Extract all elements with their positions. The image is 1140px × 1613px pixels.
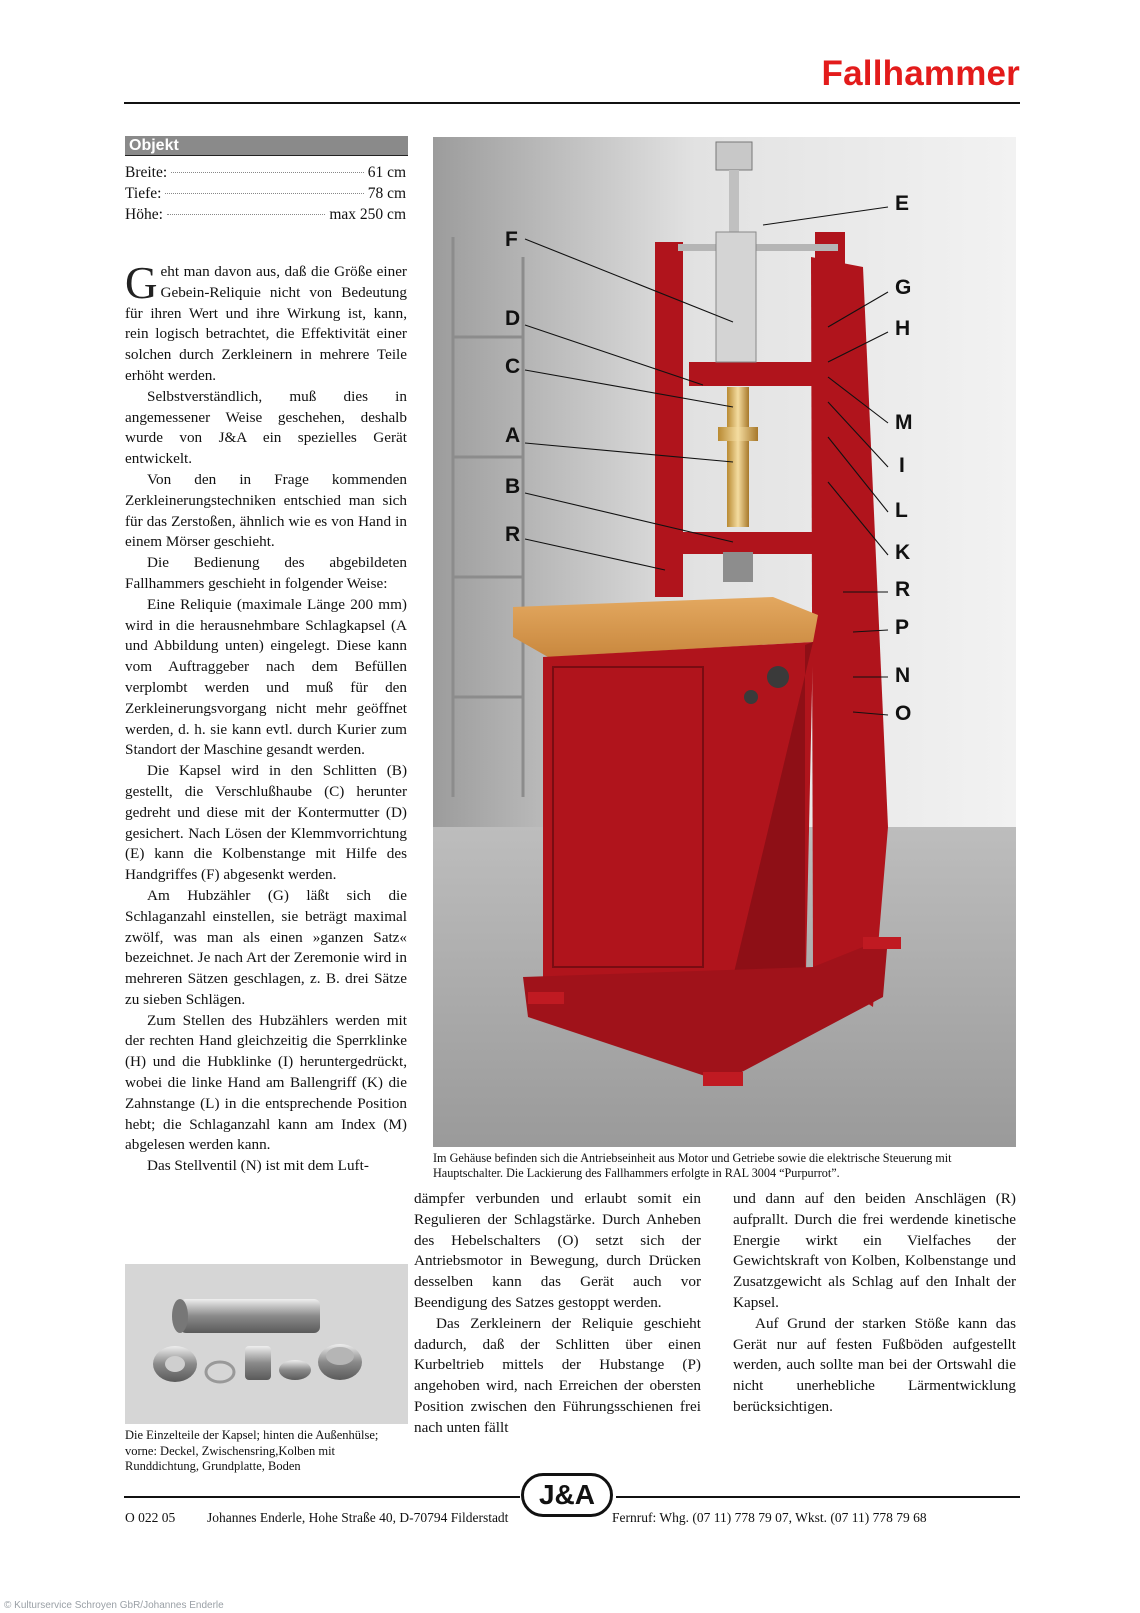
paragraph: dämpfer verbunden und erlaubt somit ein Regulieren der Schlagstärke. Durch Anheben des Hebelschalters (O) setzt sich der Antriebsmotor in Bewegung, durch Drücken desselben kann das Gerät auch vor Beendigung des Satzes gestoppt werden. xyxy=(414,1190,701,1311)
paragraph: Eine Reliquie (maximale Länge 200 mm) wird in die herausnehmbare Schlagkapsel (A und Abbildung unten) eingelegt. Diese kann vom Auftraggeber nach dem Befüllen verplombt werden und muß für den Zerkleinerungsvorgang nicht mehr geöffnet werden, d. h. sie kann evtl. durch Kurier zum Standort der Maschine gesandt werden. xyxy=(125,595,407,759)
base-plate xyxy=(279,1360,311,1380)
foot xyxy=(528,992,564,1004)
sled xyxy=(723,552,753,582)
figure-label-m: M xyxy=(895,411,913,434)
text-column-3 xyxy=(733,1189,1016,1418)
object-heading: Objekt xyxy=(125,136,408,155)
paragraph: Auf Grund der starken Stöße kann das Gerät nur auf festen Fußböden aufgestellt werden, auch sollte man bei der Ortswahl die nicht unerhebliche Lärmentwicklung berücksichtigen. xyxy=(733,1314,1016,1415)
text-column-2 xyxy=(414,1189,701,1439)
paragraph: Am Hubzähler (G) läßt sich die Schlaganzahl einstellen, sie beträgt maximal zwölf, was man als einen »ganzen Satz« bezeichnet. Je nach Art der Zeremonie wird in mehreren Sätzen geschlagen, z. B. drei Sätze zu sieben Schlägen. xyxy=(125,886,407,1008)
spec-label: Höhe: xyxy=(125,206,163,223)
brass-capsule xyxy=(727,387,749,527)
photo-caption: Im Gehäuse befinden sich die Antriebseinheit aus Motor und Getriebe sowie die elektrische Steuerung mit Hauptschalter. Die Lackierung des Fallhammers erfolgte in RAL 3004 “Purpurrot”. xyxy=(433,1151,952,1180)
figure-label-k: K xyxy=(895,541,911,564)
paragraph: und dann auf den beiden Anschlägen (R) aufprallt. Durch die frei werdende kinetische Energie wirkt ein Vielfaches der Gewichtskraft von Kolben, Kolbenstange und Zusatzgewicht als Schlag auf den Inhalt der Kapsel. xyxy=(733,1190,1016,1311)
spec-dots xyxy=(171,172,364,173)
paragraph: Selbstverständlich, muß dies in angemessener Weise geschehen, deshalb wurde von J&A ein spezielles Gerät entwickelt. xyxy=(125,387,407,468)
figure-label-i: I xyxy=(899,454,905,477)
spec-table xyxy=(125,164,406,227)
figure-label-c: C xyxy=(505,355,521,378)
footer-rule-right xyxy=(616,1496,1020,1498)
capsule-caption: Die Einzelteile der Kapsel; hinten die Außenhülse; vorne: Deckel, Zwischensring,Kolben mit Runddichtung, Grundplatte, Boden xyxy=(125,1428,379,1473)
figure-label-l: L xyxy=(895,499,908,522)
paragraph: Die Kapsel wird in den Schlitten (B) gestellt, die Verschlußhaube (C) herunter gedreht und diese mit der Kontermutter (D) gesichert. Nach Lösen der Klemmvorrichtung (E) kann die Kolbenstange mit Hilfe des Handgriffes (F) abgesenkt werden. xyxy=(125,762,407,884)
paragraph-text: eht man davon aus, daß die Größe einer Gebein-Reliquie nicht von Bedeutung für ihren Wert und ihre Wirkung ist, kann, rein logisch betrachtet, die Effektivität einer solchen durch Zerkleinern in mehrere Teile erhöht werden. xyxy=(125,263,407,384)
figure-label-e: E xyxy=(895,192,910,215)
object-rule xyxy=(125,155,408,156)
figure-label-n: N xyxy=(895,664,911,687)
figure-label-r-left: R xyxy=(505,523,521,546)
foot xyxy=(703,1072,743,1086)
paragraph: Das Stellventil (N) ist mit dem Luft- xyxy=(147,1157,369,1175)
spec-value: 61 cm xyxy=(367,164,406,181)
figure-label-o: O xyxy=(895,702,912,725)
machine-photo xyxy=(433,137,1016,1147)
top-bar xyxy=(678,244,838,251)
figure-label-p: P xyxy=(895,616,910,639)
foot xyxy=(863,937,901,949)
sleeve-end xyxy=(172,1299,188,1333)
lever-switch xyxy=(744,690,758,704)
address: Johannes Enderle, Hohe Straße 40, D-70794 Filderstadt xyxy=(207,1510,509,1525)
spec-label: Breite: xyxy=(125,164,168,181)
phone-numbers: Fernruf: Whg. (07 11) 778 79 07, Wkst. (07 11) 778 79 68 xyxy=(612,1510,927,1525)
page-title: Fallhammer xyxy=(821,54,1020,93)
drop-cap: G xyxy=(125,258,158,308)
paragraph: Das Zerkleinern der Reliquie geschieht dadurch, daß der Schlitten über einen Kurbeltrieb mittels der Hubstange (P) angehoben wird, nach Erreichen der obersten Position zwischen den Führungsschienen frei nach unten fällt xyxy=(414,1314,701,1436)
spec-value: 78 cm xyxy=(367,185,406,202)
copyright-watermark: © Kulturservice Schroyen GbR/Johannes Enderle xyxy=(4,1600,224,1611)
capsule-parts-photo xyxy=(125,1264,408,1424)
spec-dots xyxy=(165,193,363,194)
top-weight xyxy=(716,142,752,170)
spec-dots xyxy=(167,214,325,215)
paragraph xyxy=(125,258,407,387)
guide-rails xyxy=(716,232,756,362)
capsule-nut xyxy=(718,427,758,441)
spec-value: max 250 cm xyxy=(329,206,406,223)
figure-label-a: A xyxy=(505,424,521,447)
paragraph: Die Bedienung des abgebildeten Fallhammers geschieht in folgender Weise: xyxy=(125,554,407,592)
paragraph: Von den in Frage kommenden Zerkleinerungstechniken entschied man sich für das Zerstoßen, ähnlich wie es von Hand in einem Mörser geschieht. xyxy=(125,470,407,551)
text-column-1 xyxy=(125,258,407,1177)
figure-label-g: G xyxy=(895,276,912,299)
spec-row-height xyxy=(125,206,406,227)
ja-logo: J&A xyxy=(521,1473,613,1517)
figure-label-h: H xyxy=(895,317,911,340)
footer-rule-left xyxy=(124,1496,520,1498)
piston xyxy=(245,1346,271,1380)
spec-label: Tiefe: xyxy=(125,185,162,202)
outer-sleeve xyxy=(180,1299,320,1333)
figure-label-f: F xyxy=(505,228,518,251)
spec-row-width xyxy=(125,164,406,185)
header-rule xyxy=(124,102,1020,104)
valve-knob xyxy=(767,666,789,688)
paragraph: Zum Stellen des Hubzählers werden mit der rechten Hand gleichzeitig die Sperrklinke (H) und die Hubklinke (I) heruntergedrückt, wobei die linke Hand am Ballengriff (K) die Zahnstange (L) in die entsprechende Position hebt; die Schlaganzahl kann am Index (M) abgelesen werden kann. xyxy=(125,1011,407,1154)
document-code: O 022 05 xyxy=(125,1510,176,1525)
spec-row-depth xyxy=(125,185,406,206)
figure-label-b: B xyxy=(505,475,521,498)
figure-label-r-right: R xyxy=(895,578,911,601)
figure-label-d: D xyxy=(505,307,521,330)
